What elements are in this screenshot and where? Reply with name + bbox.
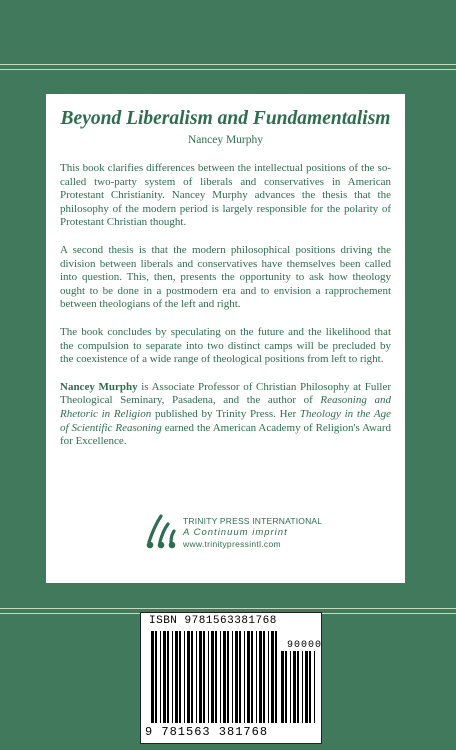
- author-bio: [60, 381, 391, 449]
- ean-digits: 9 781563 381768: [145, 725, 269, 739]
- barcode-bar: [305, 651, 308, 723]
- barcode-bar: [232, 631, 233, 723]
- publisher-logo: [143, 512, 333, 552]
- barcode-bar: [223, 631, 226, 723]
- barcode-bar: [215, 631, 217, 723]
- back-cover-panel: [46, 94, 405, 583]
- description-paragraph-3: The book concludes by speculating on the future and the likelihood that the compulsion to separate into two distinct camps will be precluded by the coexistence of a wide range of theological positions from left to right.: [60, 325, 391, 366]
- barcode-bar: [281, 651, 284, 723]
- barcode-bar: [191, 631, 193, 723]
- barcode-bar: [297, 651, 299, 723]
- top-rule: [0, 64, 456, 70]
- price-code: 90000: [287, 640, 323, 651]
- barcode-bar: [163, 631, 166, 723]
- description-paragraph-2: A second thesis is that the modern philosophical positions driving the division between liberals and conservatives have themselves been called into question. This, then, presents the opportunity to ask how theology ought to be done in a postmodern era and to envision a rapprochement between theologians of the left and right.: [60, 243, 391, 311]
- barcode-bar: [268, 631, 269, 723]
- barcode-bar: [184, 631, 185, 723]
- bio-name: Nancey Murphy: [60, 380, 138, 393]
- barcode-bar: [211, 631, 214, 723]
- barcode-bar: [239, 631, 241, 723]
- barcode-bar: [244, 631, 245, 723]
- price-barcode: [281, 651, 317, 723]
- barcode-bar: [160, 631, 161, 723]
- description-paragraph-1: This book clarifies differences between the intellectual positions of the so-called two-party system of liberals and conservatives in American Protestant Christianity. Nancey Murphy advances the thesis that the philosophy of the modern period is largely responsible for the polarity of Protestant Christian thought.: [60, 162, 391, 229]
- bio-text-2: published by Trinity Press. Her: [151, 407, 300, 420]
- barcode-bar: [220, 631, 221, 723]
- barcode-bar: [290, 651, 291, 723]
- book-title: Beyond Liberalism and Fundamentalism: [60, 108, 391, 129]
- barcode-bar: [227, 631, 229, 723]
- barcode-bar: [247, 631, 250, 723]
- barcode-bar: [256, 631, 257, 723]
- publisher-url: www.trinitypressintl.com: [183, 539, 281, 549]
- barcode-bar: [251, 631, 253, 723]
- bio-text-1: is Associate Professor of Christian Philosophy at Fuller Theological Seminary, Pasadena, and the author of: [60, 380, 391, 407]
- barcode-bar: [175, 631, 178, 723]
- bio-book-2: Theology in the Age of Scientific Reasoning: [60, 407, 391, 434]
- barcode-bar: [293, 651, 296, 723]
- barcode-bar: [199, 631, 202, 723]
- barcode-bar: [285, 651, 287, 723]
- barcode-bar: [208, 631, 209, 723]
- bio-text-3: earned the American Academy of Religion's Award for Excellence.: [60, 421, 391, 448]
- barcode-bar: [179, 631, 181, 723]
- barcode-bar: [309, 651, 311, 723]
- barcode-bar: [187, 631, 190, 723]
- publisher-emblem-icon: [143, 512, 179, 552]
- ean-barcode: [151, 631, 277, 723]
- barcode-bar: [196, 631, 197, 723]
- barcode-bar: [203, 631, 205, 723]
- author-name: Nancey Murphy: [187, 134, 264, 146]
- barcode-bar: [151, 631, 154, 723]
- barcode-bar: [259, 631, 262, 723]
- barcode-bar: [155, 631, 157, 723]
- barcode-box: [140, 612, 322, 744]
- barcode-bar: [302, 651, 303, 723]
- barcode-bar: [263, 631, 265, 723]
- barcode-bar: [167, 631, 169, 723]
- barcode-bar: [314, 651, 315, 723]
- barcode-bar: [172, 631, 173, 723]
- barcode-bar: [235, 631, 238, 723]
- publisher-name: TRINITY PRESS INTERNATIONAL: [183, 516, 323, 526]
- isbn-label: ISBN 9781563381768: [149, 615, 277, 627]
- barcode-bar: [271, 631, 274, 723]
- publisher-imprint: A Continuum imprint: [183, 527, 288, 538]
- barcode-bar: [275, 631, 277, 723]
- bio-book-1: Reasoning and Rhetoric in Religion: [60, 394, 391, 420]
